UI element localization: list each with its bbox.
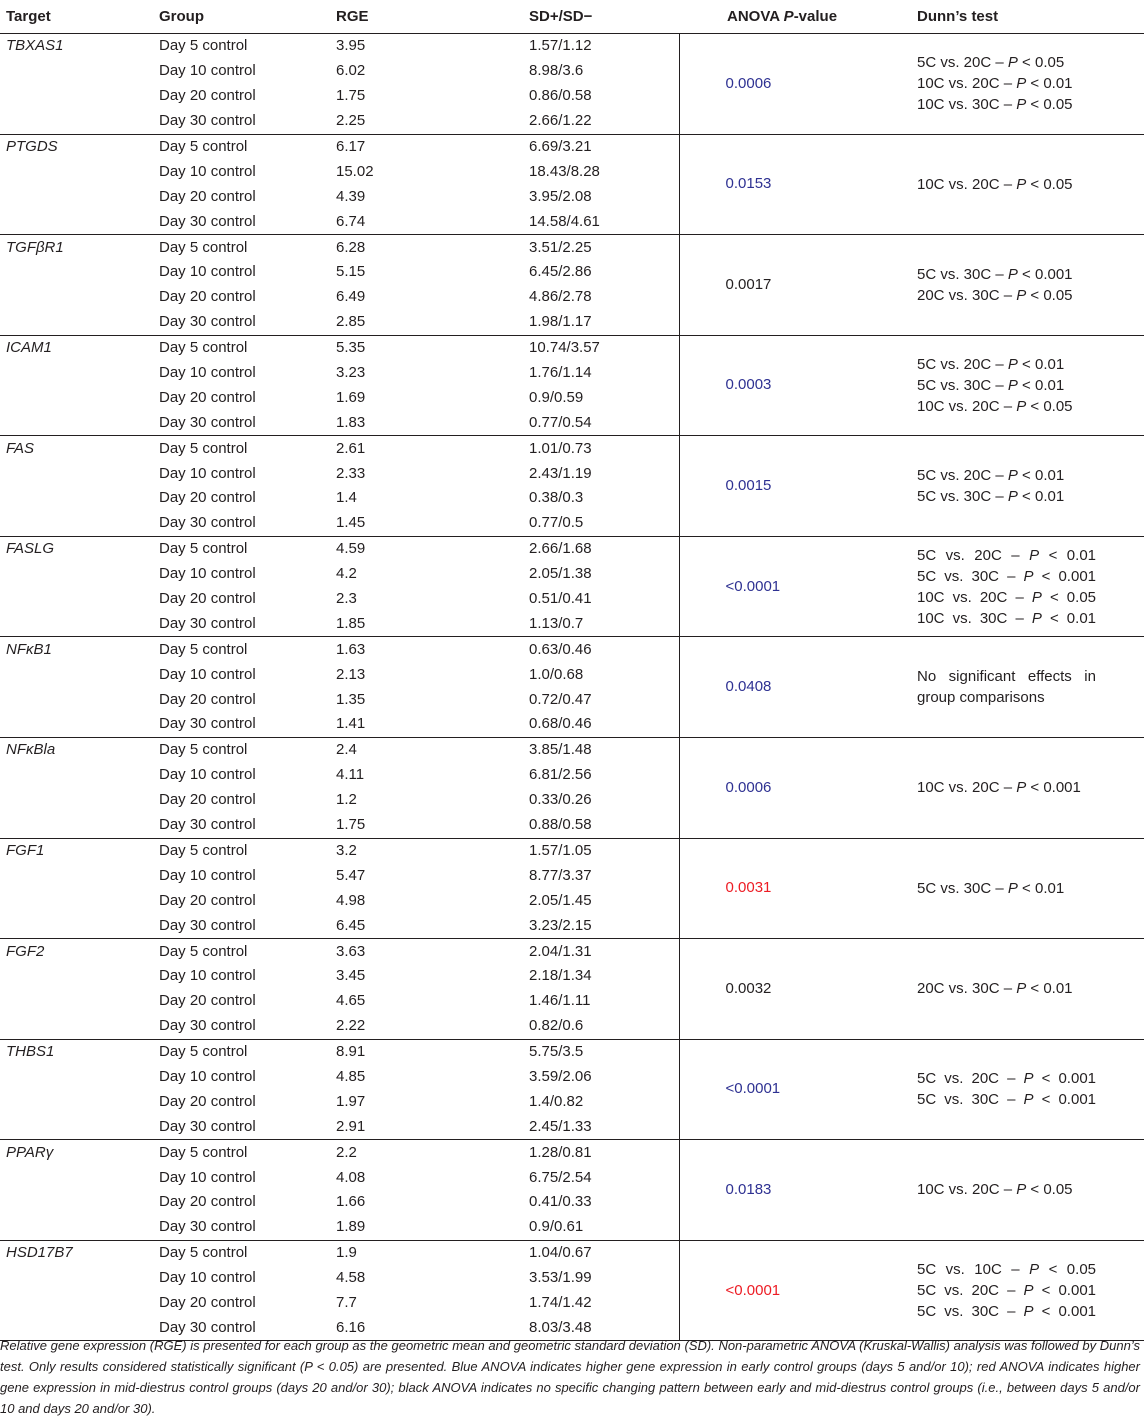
sd-cell: 0.77/0.54	[523, 410, 679, 435]
rge-cell: 1.85	[330, 611, 523, 636]
rge-cell: 6.16	[330, 1315, 523, 1340]
table-footnote: Relative gene expression (RGE) is presented for each group as the geometric mean and geometric standard deviation (SD). Non-parametric ANOVA (Kruskal-Wallis) analysis was followed by Dunn’s test. Only results considered statistically significant (P < 0.05) are presented. Blue ANOVA indicates higher gene expression in early control groups (days 5 and/or 10); red ANOVA indicates higher gene expression in mid-diestrus control groups (days 20 and/or 30); black ANOVA indicates no specific changing pattern between early and mid-diestrus control groups (i.e., between days 5 and/or 10 and days 20 and/or 30).	[0, 1338, 1140, 1416]
sd-cell: 3.53/1.99	[529, 1269, 592, 1287]
group-cell: Day 10 control	[159, 263, 256, 281]
target-cell-empty	[0, 184, 153, 209]
sd-cell: 8.98/3.6	[529, 62, 584, 80]
header-rge: RGE	[330, 0, 523, 34]
target-cell-empty	[0, 1065, 153, 1090]
target-cell-empty	[0, 385, 153, 410]
dunn-comparison: 5C vs. 20C – P < 0.01	[917, 546, 1097, 564]
dunn-comparison: 20C vs. 30C – P < 0.01	[917, 980, 1073, 998]
sd-cell: 5.75/3.5	[529, 1043, 584, 1061]
sd-cell: 0.9/0.61	[523, 1215, 679, 1240]
target-cell-empty	[0, 562, 153, 587]
anova-p-value: 0.0032	[679, 939, 911, 1040]
anova-p-value: <0.0001	[679, 1240, 911, 1341]
sd-cell: 0.51/0.41	[529, 590, 592, 608]
group-cell: Day 20 control	[159, 1193, 256, 1211]
header-target: Target	[0, 0, 153, 34]
group-cell: Day 20 control	[159, 1293, 256, 1311]
group-cell: Day 5 control	[159, 238, 248, 256]
rge-cell: 6.17	[336, 138, 366, 155]
dunn-comparison: 5C vs. 30C – P < 0.001	[917, 1091, 1097, 1109]
anova-p-value: <0.0001	[679, 1039, 911, 1140]
group-cell: Day 10 control	[159, 62, 256, 80]
target-cell-empty	[0, 109, 153, 134]
rge-cell: 4.2	[336, 565, 357, 583]
sd-cell: 2.05/1.38	[529, 565, 592, 583]
dunn-comparison: 10C vs. 30C – P < 0.05	[917, 96, 1073, 114]
dunn-comparison: 10C vs. 30C – P < 0.01	[917, 609, 1097, 627]
group-cell: Day 20 control	[159, 388, 256, 406]
header-sd: SD+/SD−	[523, 0, 679, 34]
group-cell: Day 20 control	[159, 891, 256, 909]
dunn-comparison: 5C vs. 20C – P < 0.01	[917, 355, 1065, 373]
group-cell: Day 20 control	[159, 489, 256, 507]
sd-cell: 1.4/0.82	[529, 1092, 584, 1110]
target-gene: FGF1	[6, 841, 45, 859]
rge-cell: 4.39	[336, 187, 366, 205]
table-row	[0, 536, 1144, 561]
dunn-no-significance: No significant effects in group comparisons	[917, 668, 1096, 707]
group-cell: Day 20 control	[159, 590, 256, 608]
target-cell-empty	[0, 59, 153, 84]
target-gene: PPARγ	[6, 1143, 54, 1161]
rge-cell: 2.33	[336, 464, 366, 482]
sd-cell: 6.75/2.54	[529, 1168, 592, 1186]
rge-cell: 1.83	[330, 410, 523, 435]
group-cell: Day 10 control	[159, 162, 256, 180]
group-cell: Day 10 control	[159, 464, 256, 482]
sd-cell: 1.04/0.67	[529, 1244, 592, 1262]
table-body	[0, 34, 1144, 1341]
target-gene: TGFβR1	[6, 238, 64, 256]
sd-cell: 3.23/2.15	[523, 913, 679, 938]
rge-cell: 1.35	[336, 690, 366, 708]
anova-p-value: 0.0031	[679, 838, 911, 939]
dunn-comparison: 10C vs. 20C – P < 0.05	[917, 397, 1073, 415]
dunn-comparison: 5C vs. 30C – P < 0.01	[917, 376, 1065, 394]
rge-cell: 4.59	[336, 540, 366, 558]
group-cell: Day 10 control	[159, 1067, 256, 1085]
rge-cell: 5.15	[336, 263, 366, 281]
group-cell: Day 20 control	[159, 288, 256, 306]
table-row	[0, 1039, 1144, 1064]
table-row	[0, 34, 1144, 59]
table-row	[0, 134, 1144, 159]
target-cell-empty	[0, 260, 153, 285]
sd-cell: 1.13/0.7	[523, 611, 679, 636]
anova-p-value: 0.0006	[679, 737, 911, 838]
target-gene: NFκB1	[6, 640, 52, 658]
target-cell-empty	[0, 888, 153, 913]
target-cell-empty	[0, 209, 153, 234]
target-cell-empty	[0, 587, 153, 612]
dunn-test-cell	[911, 536, 1144, 637]
rge-cell: 2.91	[330, 1114, 523, 1139]
target-cell-empty	[0, 84, 153, 109]
anova-p-value: 0.0153	[679, 134, 911, 235]
sd-cell: 1.57/1.12	[529, 37, 592, 55]
rge-cell: 2.13	[336, 665, 366, 683]
anova-p-value: 0.0003	[679, 335, 911, 436]
rge-cell: 7.7	[336, 1293, 357, 1311]
target-gene: ICAM1	[6, 339, 52, 357]
rge-cell: 1.75	[336, 87, 366, 105]
rge-cell: 1.9	[336, 1244, 357, 1262]
sd-cell: 1.74/1.42	[529, 1293, 592, 1311]
group-cell: Day 10 control	[159, 967, 256, 985]
target-cell-empty	[0, 1165, 153, 1190]
group-cell: Day 5 control	[159, 1244, 248, 1262]
dunn-test-cell	[911, 34, 1144, 135]
sd-cell: 0.9/0.59	[529, 388, 584, 406]
target-gene: PTGDS	[6, 138, 58, 155]
sd-cell: 1.98/1.17	[523, 310, 679, 335]
group-cell: Day 20 control	[159, 791, 256, 809]
target-cell-empty	[0, 1114, 153, 1139]
group-cell: Day 10 control	[159, 1168, 256, 1186]
rge-cell: 8.91	[336, 1043, 366, 1061]
dunn-test-cell	[911, 1039, 1144, 1140]
group-cell: Day 10 control	[159, 665, 256, 683]
table-row	[0, 637, 1144, 662]
rge-cell: 2.61	[336, 439, 366, 457]
sd-cell: 14.58/4.61	[523, 209, 679, 234]
sd-cell: 0.72/0.47	[529, 690, 592, 708]
rge-cell: 4.58	[336, 1269, 366, 1287]
rge-cell: 3.95	[336, 37, 366, 55]
target-cell-empty	[0, 310, 153, 335]
sd-cell: 1.76/1.14	[529, 364, 592, 382]
dunn-test-cell	[911, 737, 1144, 838]
rge-cell: 2.25	[330, 109, 523, 134]
target-cell-empty	[0, 511, 153, 536]
group-cell: Day 5 control	[159, 942, 248, 960]
rge-cell: 5.35	[336, 339, 366, 357]
target-cell-empty	[0, 1266, 153, 1291]
dunn-comparison: 5C vs. 30C – P < 0.01	[917, 879, 1065, 897]
sd-cell: 10.74/3.57	[529, 339, 600, 357]
rge-cell: 1.45	[330, 511, 523, 536]
table-row	[0, 436, 1144, 461]
group-cell: Day 20 control	[159, 187, 256, 205]
sd-cell: 8.03/3.48	[523, 1315, 679, 1340]
target-cell-empty	[0, 1291, 153, 1316]
target-cell-empty	[0, 763, 153, 788]
rge-cell: 2.2	[336, 1143, 357, 1161]
rge-cell: 5.47	[336, 866, 366, 884]
target-cell-empty	[0, 611, 153, 636]
sd-cell: 2.66/1.68	[529, 540, 592, 558]
target-gene: TBXAS1	[6, 37, 64, 55]
target-cell-empty	[0, 361, 153, 386]
group-cell: Day 30 control	[153, 1114, 330, 1139]
rge-cell: 2.4	[336, 741, 357, 759]
target-gene: FASLG	[6, 540, 55, 558]
sd-cell: 3.95/2.08	[529, 187, 592, 205]
anova-p-value: 0.0183	[679, 1140, 911, 1241]
group-cell: Day 5 control	[159, 1143, 248, 1161]
dunn-test-cell	[911, 134, 1144, 235]
sd-cell: 18.43/8.28	[529, 162, 600, 180]
sd-cell: 0.68/0.46	[523, 712, 679, 737]
sd-cell: 1.46/1.11	[529, 992, 591, 1010]
dunn-test-cell	[911, 235, 1144, 336]
group-cell: Day 30 control	[153, 1014, 330, 1039]
dunn-comparison: 10C vs. 20C – P < 0.05	[917, 1181, 1073, 1199]
sd-cell: 1.01/0.73	[529, 439, 592, 457]
sd-cell: 0.41/0.33	[529, 1193, 592, 1211]
rge-cell: 3.23	[336, 364, 366, 382]
group-cell: Day 10 control	[159, 1269, 256, 1287]
rge-cell: 4.11	[336, 766, 365, 784]
sd-cell: 2.04/1.31	[529, 942, 592, 960]
rge-cell: 1.89	[330, 1215, 523, 1240]
group-cell: Day 10 control	[159, 565, 256, 583]
target-cell-empty	[0, 1215, 153, 1240]
dunn-comparison: 5C vs. 20C – P < 0.01	[917, 467, 1065, 485]
sd-cell: 2.18/1.34	[529, 967, 592, 985]
header-dunn: Dunn’s test	[911, 0, 1144, 34]
sd-cell: 6.45/2.86	[529, 263, 592, 281]
target-cell-empty	[0, 662, 153, 687]
target-cell-empty	[0, 486, 153, 511]
rge-cell: 1.41	[330, 712, 523, 737]
sd-cell: 4.86/2.78	[529, 288, 592, 306]
target-cell-empty	[0, 461, 153, 486]
dunn-test-cell	[911, 1140, 1144, 1241]
rge-cell: 4.85	[336, 1067, 366, 1085]
dunn-test-cell	[911, 637, 1144, 738]
rge-cell: 1.66	[336, 1193, 366, 1211]
sd-cell: 6.69/3.21	[529, 138, 592, 155]
table-row	[0, 939, 1144, 964]
rge-cell: 6.02	[336, 62, 366, 80]
target-cell-empty	[0, 1014, 153, 1039]
rge-cell: 1.69	[336, 388, 366, 406]
header-anova: ANOVA P-value	[679, 0, 911, 34]
group-cell: Day 5 control	[159, 138, 248, 155]
table-row	[0, 1140, 1144, 1165]
anova-p-value: 0.0408	[679, 637, 911, 738]
target-gene: NFκBla	[6, 741, 56, 759]
dunn-comparison: 10C vs. 20C – P < 0.05	[917, 588, 1097, 606]
anova-p-value: <0.0001	[679, 536, 911, 637]
rge-cell: 2.22	[330, 1014, 523, 1039]
rge-cell: 4.08	[336, 1168, 366, 1186]
rge-cell: 3.2	[336, 841, 357, 859]
table-row	[0, 335, 1144, 360]
group-cell: Day 30 control	[153, 511, 330, 536]
group-cell: Day 30 control	[153, 209, 330, 234]
sd-cell: 0.33/0.26	[529, 791, 592, 809]
rge-cell: 3.63	[336, 942, 366, 960]
target-cell-empty	[0, 788, 153, 813]
dunn-comparison: 5C vs. 20C – P < 0.001	[917, 1282, 1097, 1300]
target-cell-empty	[0, 813, 153, 838]
target-cell-empty	[0, 159, 153, 184]
group-cell: Day 5 control	[159, 37, 248, 55]
group-cell: Day 10 control	[159, 766, 256, 784]
group-cell: Day 20 control	[159, 992, 256, 1010]
table-row	[0, 235, 1144, 260]
rge-cell: 4.98	[336, 891, 366, 909]
dunn-comparison: 5C vs. 10C – P < 0.05	[917, 1261, 1097, 1279]
sd-cell: 0.38/0.3	[529, 489, 584, 507]
sd-cell: 0.63/0.46	[529, 640, 592, 658]
group-cell: Day 5 control	[159, 439, 248, 457]
rge-cell: 1.63	[336, 640, 366, 658]
rge-cell: 4.65	[336, 992, 366, 1010]
target-cell-empty	[0, 1089, 153, 1114]
group-cell: Day 10 control	[159, 364, 256, 382]
target-gene: FAS	[6, 439, 35, 457]
dunn-comparison: 10C vs. 20C – P < 0.001	[917, 779, 1081, 797]
rge-cell: 1.4	[336, 489, 357, 507]
rge-cell: 3.45	[336, 967, 366, 985]
group-cell: Day 30 control	[153, 712, 330, 737]
sd-cell: 0.82/0.6	[523, 1014, 679, 1039]
anova-p-value: 0.0006	[679, 34, 911, 135]
dunn-test-cell	[911, 1240, 1144, 1341]
dunn-comparison: 5C vs. 20C – P < 0.001	[917, 1070, 1097, 1088]
group-cell: Day 30 control	[153, 109, 330, 134]
group-cell: Day 10 control	[159, 866, 256, 884]
sd-cell: 3.59/2.06	[529, 1067, 592, 1085]
target-gene: HSD17B7	[6, 1244, 73, 1262]
dunn-comparison: 5C vs. 30C – P < 0.01	[917, 488, 1065, 506]
sd-cell: 0.77/0.5	[523, 511, 679, 536]
target-gene: FGF2	[6, 942, 45, 960]
rge-cell: 6.74	[330, 209, 523, 234]
dunn-comparison: 20C vs. 30C – P < 0.05	[917, 286, 1073, 304]
group-cell: Day 20 control	[159, 690, 256, 708]
group-cell: Day 5 control	[159, 640, 248, 658]
group-cell: Day 20 control	[159, 87, 256, 105]
group-cell: Day 30 control	[153, 813, 330, 838]
group-cell: Day 30 control	[153, 310, 330, 335]
rge-cell: 6.45	[330, 913, 523, 938]
dunn-comparison: 10C vs. 20C – P < 0.05	[917, 175, 1073, 193]
dunn-comparison: 10C vs. 20C – P < 0.01	[917, 75, 1073, 93]
sd-cell: 3.51/2.25	[529, 238, 592, 256]
sd-cell: 0.88/0.58	[523, 813, 679, 838]
group-cell: Day 30 control	[153, 410, 330, 435]
rge-cell: 2.3	[336, 590, 357, 608]
target-cell-empty	[0, 712, 153, 737]
group-cell: Day 30 control	[153, 611, 330, 636]
dunn-comparison: 5C vs. 30C – P < 0.001	[917, 1303, 1097, 1321]
target-cell-empty	[0, 285, 153, 310]
target-cell-empty	[0, 410, 153, 435]
sd-cell: 2.05/1.45	[529, 891, 592, 909]
target-cell-empty	[0, 687, 153, 712]
table-row	[0, 1240, 1144, 1265]
rge-cell: 6.28	[336, 238, 366, 256]
sd-cell: 2.43/1.19	[529, 464, 592, 482]
rge-cell: 1.75	[330, 813, 523, 838]
anova-p-value: 0.0017	[679, 235, 911, 336]
dunn-comparison: 5C vs. 30C – P < 0.001	[917, 265, 1073, 283]
group-cell: Day 30 control	[153, 1315, 330, 1340]
rge-cell: 2.85	[330, 310, 523, 335]
sd-cell: 1.0/0.68	[529, 665, 584, 683]
sd-cell: 8.77/3.37	[529, 866, 592, 884]
group-cell: Day 30 control	[153, 913, 330, 938]
group-cell: Day 20 control	[159, 1092, 256, 1110]
dunn-comparison: 5C vs. 20C – P < 0.05	[917, 54, 1065, 72]
rge-cell: 1.97	[336, 1092, 366, 1110]
target-cell-empty	[0, 989, 153, 1014]
dunn-comparison: 5C vs. 30C – P < 0.001	[917, 567, 1097, 585]
dunn-test-cell	[911, 939, 1144, 1040]
header-group: Group	[153, 0, 330, 34]
group-cell: Day 5 control	[159, 339, 248, 357]
sd-cell: 3.85/1.48	[529, 741, 592, 759]
target-gene: THBS1	[6, 1043, 55, 1061]
sd-cell: 1.57/1.05	[529, 841, 592, 859]
anova-p-value: 0.0015	[679, 436, 911, 537]
group-cell: Day 30 control	[153, 1215, 330, 1240]
group-cell: Day 5 control	[159, 540, 248, 558]
target-cell-empty	[0, 863, 153, 888]
sd-cell: 2.66/1.22	[523, 109, 679, 134]
rge-cell: 6.49	[336, 288, 366, 306]
dunn-test-cell	[911, 838, 1144, 939]
group-cell: Day 5 control	[159, 1043, 248, 1061]
sd-cell: 0.86/0.58	[529, 87, 592, 105]
sd-cell: 1.28/0.81	[529, 1143, 592, 1161]
sd-cell: 6.81/2.56	[529, 766, 592, 784]
group-cell: Day 5 control	[159, 741, 248, 759]
group-cell: Day 5 control	[159, 841, 248, 859]
target-cell-empty	[0, 1190, 153, 1215]
sd-cell: 2.45/1.33	[523, 1114, 679, 1139]
header-row	[0, 0, 1144, 34]
table-row	[0, 737, 1144, 762]
dunn-test-cell	[911, 335, 1144, 436]
rge-cell: 1.2	[336, 791, 357, 809]
target-cell-empty	[0, 964, 153, 989]
dunn-test-cell	[911, 436, 1144, 537]
target-cell-empty	[0, 913, 153, 938]
rge-cell: 15.02	[336, 162, 374, 180]
table-row	[0, 838, 1144, 863]
